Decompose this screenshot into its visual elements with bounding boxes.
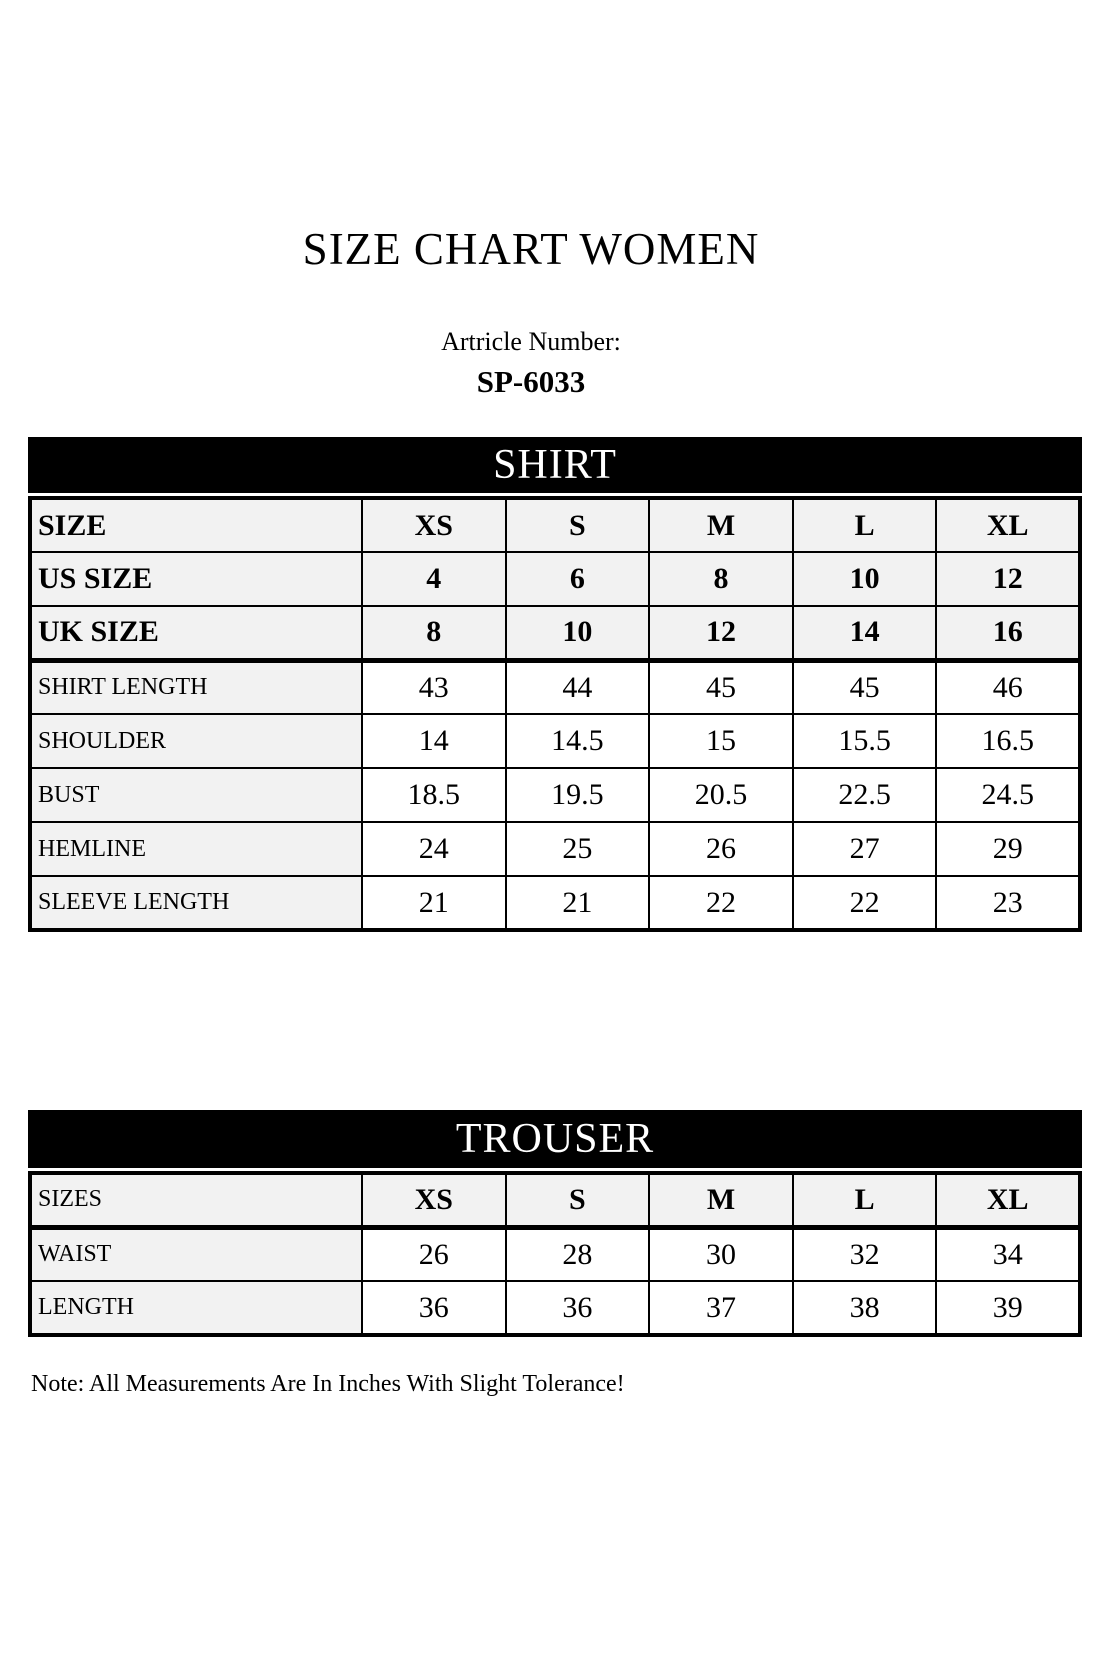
size-value-cell: 45: [649, 660, 793, 714]
table-row: [30, 1281, 1080, 1335]
row-label: SLEEVE LENGTH: [30, 876, 362, 930]
size-value-cell: 26: [649, 822, 793, 876]
trouser-table-title-bar: [28, 1110, 1082, 1168]
article-number: SP-6033: [476, 364, 586, 399]
size-value-cell: 43: [362, 660, 506, 714]
row-label: WAIST: [30, 1227, 362, 1281]
size-value-cell: 37: [649, 1281, 793, 1335]
size-value-cell: 38: [793, 1281, 937, 1335]
size-value-cell: 29: [936, 822, 1080, 876]
trouser-table-title: TROUSER: [455, 1116, 655, 1162]
row-label: SHOULDER: [30, 714, 362, 768]
table-row: [30, 876, 1080, 930]
page-title: SIZE CHART WOMEN: [302, 224, 760, 274]
size-value-cell: 32: [793, 1227, 937, 1281]
shirt-table-section: [28, 437, 1082, 932]
size-value-cell: M: [649, 1173, 793, 1227]
trouser-table-section: [28, 1110, 1082, 1337]
size-value-cell: 8: [649, 552, 793, 606]
size-value-cell: 22: [793, 876, 937, 930]
size-value-cell: 25: [506, 822, 650, 876]
size-value-cell: 22.5: [793, 768, 937, 822]
row-label: SHIRT LENGTH: [30, 660, 362, 714]
size-value-cell: 45: [793, 660, 937, 714]
size-value-cell: 46: [936, 660, 1080, 714]
size-value-cell: 36: [506, 1281, 650, 1335]
size-value-cell: 30: [649, 1227, 793, 1281]
table-row: [30, 1227, 1080, 1281]
size-value-cell: 10: [506, 606, 650, 660]
size-value-cell: XS: [362, 1173, 506, 1227]
size-value-cell: 15.5: [793, 714, 937, 768]
size-value-cell: 28: [506, 1227, 650, 1281]
table-row: [30, 714, 1080, 768]
size-value-cell: L: [793, 1173, 937, 1227]
size-value-cell: 39: [936, 1281, 1080, 1335]
table-row: [30, 552, 1080, 606]
size-value-cell: 14.5: [506, 714, 650, 768]
row-label: US SIZE: [30, 552, 362, 606]
size-value-cell: 6: [506, 552, 650, 606]
size-value-cell: XL: [936, 1173, 1080, 1227]
size-value-cell: 12: [936, 552, 1080, 606]
note-text: Note: All Measurements Are In Inches With Slight Tolerance!: [31, 1371, 625, 1397]
row-label: BUST: [30, 768, 362, 822]
shirt-table-title: SHIRT: [493, 442, 617, 488]
size-value-cell: XL: [936, 498, 1080, 552]
size-value-cell: 21: [506, 876, 650, 930]
size-value-cell: 44: [506, 660, 650, 714]
table-row: [30, 660, 1080, 714]
size-value-cell: 16.5: [936, 714, 1080, 768]
size-value-cell: 19.5: [506, 768, 650, 822]
size-value-cell: XS: [362, 498, 506, 552]
size-value-cell: 8: [362, 606, 506, 660]
size-value-cell: 10: [793, 552, 937, 606]
size-value-cell: M: [649, 498, 793, 552]
article-number-label: Artricle Number:: [441, 327, 621, 356]
size-value-cell: 14: [362, 714, 506, 768]
size-value-cell: 24: [362, 822, 506, 876]
size-value-cell: L: [793, 498, 937, 552]
size-value-cell: 24.5: [936, 768, 1080, 822]
size-value-cell: 36: [362, 1281, 506, 1335]
row-label: LENGTH: [30, 1281, 362, 1335]
size-value-cell: 18.5: [362, 768, 506, 822]
row-label: SIZES: [30, 1173, 362, 1227]
size-value-cell: 12: [649, 606, 793, 660]
size-value-cell: 16: [936, 606, 1080, 660]
shirt-size-table: [28, 496, 1082, 932]
row-label: UK SIZE: [30, 606, 362, 660]
trouser-size-table: [28, 1171, 1082, 1337]
size-value-cell: 15: [649, 714, 793, 768]
heading-block: [28, 0, 1034, 398]
table-row: [30, 1173, 1080, 1227]
row-label: SIZE: [30, 498, 362, 552]
size-value-cell: 26: [362, 1227, 506, 1281]
table-row: [30, 822, 1080, 876]
size-value-cell: 22: [649, 876, 793, 930]
size-value-cell: 27: [793, 822, 937, 876]
size-value-cell: S: [506, 498, 650, 552]
size-value-cell: 21: [362, 876, 506, 930]
row-label: HEMLINE: [30, 822, 362, 876]
table-row: [30, 768, 1080, 822]
table-row: [30, 498, 1080, 552]
size-value-cell: S: [506, 1173, 650, 1227]
table-row: [30, 606, 1080, 660]
size-value-cell: 4: [362, 552, 506, 606]
size-value-cell: 23: [936, 876, 1080, 930]
size-value-cell: 14: [793, 606, 937, 660]
size-value-cell: 20.5: [649, 768, 793, 822]
shirt-table-title-bar: [28, 437, 1082, 493]
size-value-cell: 34: [936, 1227, 1080, 1281]
